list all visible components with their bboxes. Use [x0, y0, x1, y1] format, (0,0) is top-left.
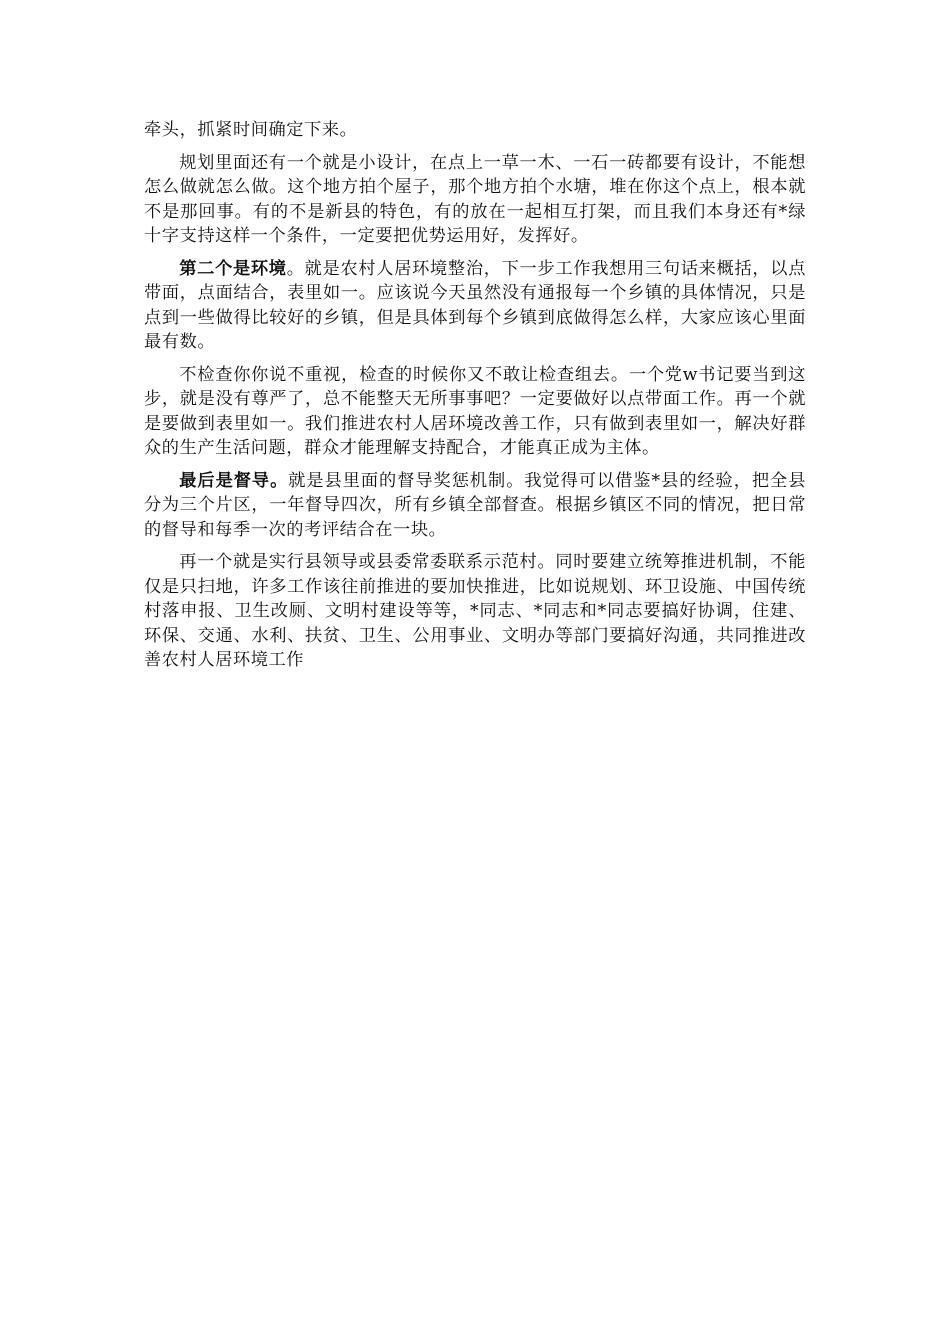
paragraph-text: 牵头，抓紧时间确定下来。 [144, 120, 358, 140]
paragraph-small-design [144, 151, 806, 249]
paragraph-supervision [144, 469, 806, 543]
paragraph-demonstration-village [144, 550, 806, 673]
document-page [144, 118, 806, 681]
paragraph-text: 。就是农村人居环境整治，下一步工作我想用三句话来概括，以点带面，点面结合，表里如一。应该说今天虽然没有通报每一个乡镇的具体情况，只是点到一些做得比较好的乡镇，但是具体到每个乡镇到底做得怎么样，大家应该心里面最有数。 [144, 258, 806, 352]
paragraph-text: 规划里面还有一个就是小设计，在点上一草一木、一石一砖都要有设计，不能想怎么做就怎么做。这个地方拍个屋子，那个地方拍个水塘，堆在你这个点上，根本就不是那回事。有的不是新县的特色，有的放在一起相互打架，而且我们本身还有*绿十字支持这样一个条件，一定要把优势运用好，发挥好。 [144, 152, 806, 246]
paragraph-text: 不检查你你说不重视，检查的时候你又不敢让检查组去。一个党w书记要当到这步，就是没有尊严了，总不能整天无所事事吧？一定要做好以点带面工作。再一个就是要做到表里如一。我们推进农村人居环境改善工作，只有做到表里如一，解决好群众的生产生活问题，群众才能理解支持配合，才能真正成为主体。 [144, 364, 806, 458]
paragraph-text: 再一个就是实行县领导或县委常委联系示范村。同时要建立统筹推进机制，不能仅是只扫地，许多工作该往前推进的要加快推进，比如说规划、环卫设施、中国传统村落申报、卫生改厕、文明村建设等等，*同志、*同志和*同志要搞好协调，住建、环保、交通、水利、扶贫、卫生、公用事业、文明办等部门要搞好沟通，共同推进改善农村人居环境工作 [144, 552, 806, 670]
paragraph-inspection [144, 363, 806, 461]
paragraph-lead-bold: 最后是督导。 [179, 470, 289, 491]
paragraph-environment [144, 257, 806, 355]
paragraph-continuation [144, 118, 806, 143]
paragraph-lead-bold: 第二个是环境 [179, 258, 287, 279]
paragraph-text: 就是县里面的督导奖惩机制。我觉得可以借鉴*县的经验，把全县分为三个片区，一年督导四次，所有乡镇全部督查。根据乡镇区不同的情况，把日常的督导和每季一次的考评结合在一块。 [144, 470, 806, 540]
